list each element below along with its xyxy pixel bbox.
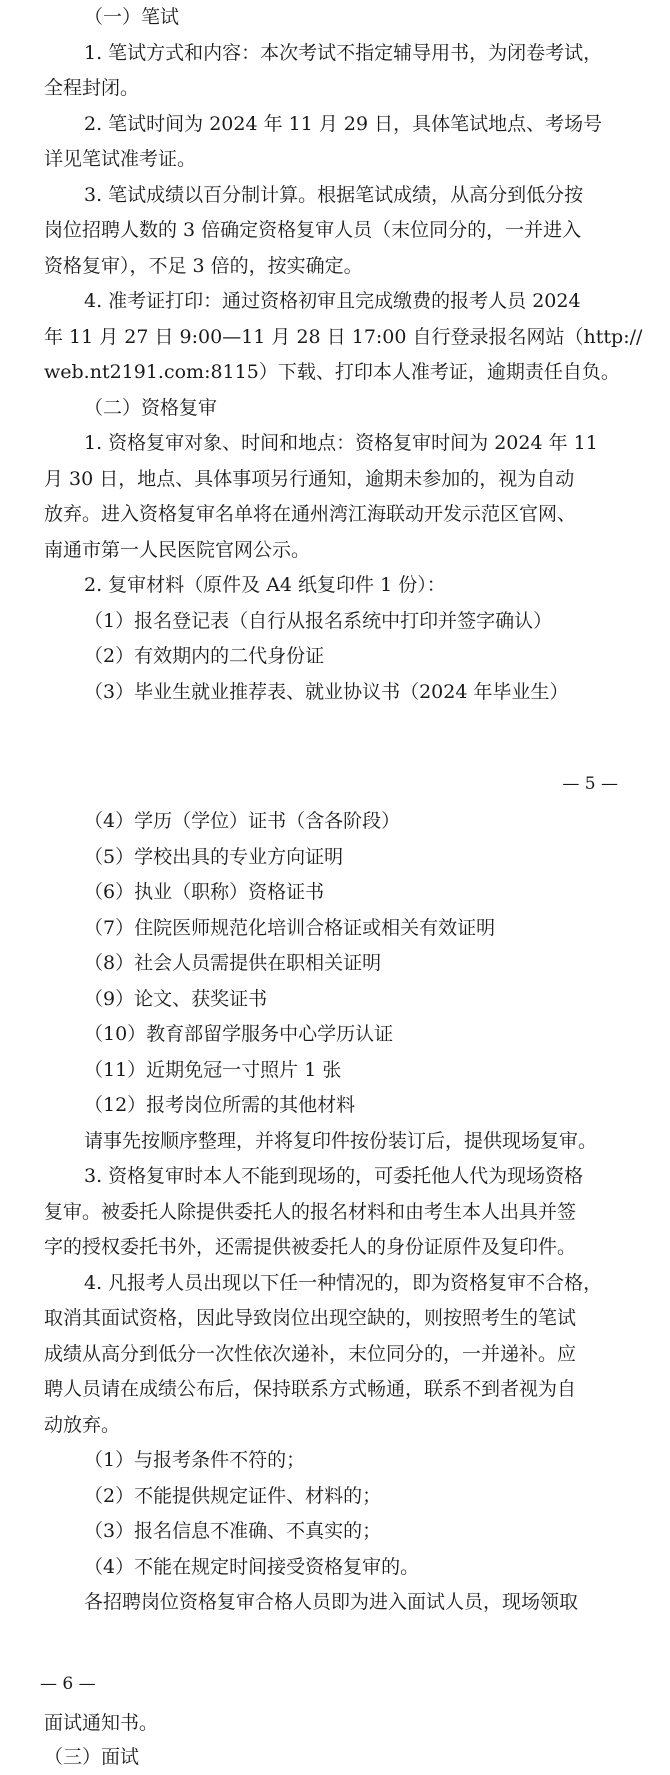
text-line: 3. 笔试成绩以百分制计算。根据笔试成绩，从高分到低分按 [84,183,584,206]
text-line: 放弃。进入资格复审名单将在通州湾江海联动开发示范区官网、 [44,503,577,525]
text-line: 字的授权委托书外，还需提供被委托人的身份证原件及复印件。 [44,1236,577,1258]
text-line: （二）资格复审 [84,396,218,419]
page-6-body [0,804,670,1621]
text-line: 各招聘岗位资格复审合格人员即为进入面试人员，现场领取 [84,1591,579,1613]
text-line: 1. 资格复审对象、时间和地点：资格复审时间为 2024 年 11 [84,432,598,454]
next-section-heading: （三）面试 [44,1746,140,1768]
text-line: 详见笔试准考证。 [44,148,197,170]
page-5-body [0,0,670,710]
text-line: （11）近期免冠一寸照片 1 张 [84,1058,342,1081]
text-line: 资格复审），不足 3 倍的，按实确定。 [44,254,363,277]
text-line: 3. 资格复审时本人不能到现场的，可委托他人代为现场资格 [84,1165,584,1187]
text-line: （12）报考岗位所需的其他材料 [84,1094,356,1116]
text-line: 年 11 月 27 日 9:00—11 月 28 日 17:00 自行登录报名网站（http:// [44,325,643,348]
text-line: 4. 凡报考人员出现以下任一种情况的，即为资格复审不合格， [84,1271,603,1294]
text-line: web.nt2191.com:8115）下载、打印本人准考证，逾期责任自负。 [44,361,620,383]
page-number-5: — 5 — [562,774,618,794]
page-number-6: — 6 — [40,1674,96,1694]
text-line: （3）毕业生就业推荐表、就业协议书（2024 年毕业生） [84,680,569,703]
continued-text-line: 面试通知书。 [44,1712,159,1734]
text-line: 聘人员请在成绩公布后，保持联系方式畅通，联系不到者视为自 [44,1378,577,1400]
text-line: 取消其面试资格，因此导致岗位出现空缺的，则按照考生的笔试 [44,1307,577,1329]
text-line: （6）执业（职称）资格证书 [84,881,325,903]
text-line: 月 30 日，地点、具体事项另行通知，逾期未参加的，视为自动 [44,467,575,490]
text-line: （4）不能在规定时间接受资格复审的。 [84,1555,420,1578]
text-line: （9）论文、获奖证书 [84,987,268,1010]
text-line: 岗位招聘人数的 3 倍确定资格复审人员（末位同分的，一并进入 [44,219,582,241]
text-line: （2）有效期内的二代身份证 [84,645,325,667]
text-line: 4. 准考证打印：通过资格初审且完成缴费的报考人员 2024 [84,290,581,312]
text-line: （1）报名登记表（自行从报名系统中打印并签字确认） [84,609,553,632]
text-line: 全程封闭。 [44,77,140,99]
text-line: 复审。被委托人除提供委托人的报名材料和由考生本人出具并签 [44,1200,577,1223]
text-line: 2. 复审材料（原件及 A4 纸复印件 1 份）： [84,574,446,596]
text-line: （4）学历（学位）证书（含各阶段） [84,810,401,832]
text-line: （3）报名信息不准确、不真实的； [84,1520,382,1542]
text-line: 南通市第一人民医院官网公示。 [44,538,311,561]
text-line: 请事先按顺序整理，并将复印件按份装订后，提供现场复审。 [84,1129,598,1152]
text-line: （8）社会人员需提供在职相关证明 [84,952,382,974]
text-line: （7）住院医师规范化培训合格证或相关有效证明 [84,916,496,939]
text-line: （10）教育部留学服务中心学历认证 [84,1023,394,1045]
text-line: （2）不能提供规定证件、材料的； [84,1484,382,1507]
text-line: （一）笔试 [84,6,180,28]
text-line: 2. 笔试时间为 2024 年 11 月 29 日，具体笔试地点、考场号 [84,112,603,135]
text-line: （1）与报考条件不符的； [84,1449,306,1471]
text-line: 1. 笔试方式和内容：本次考试不指定辅导用书，为闭卷考试， [84,41,603,64]
text-line: 成绩从高分到低分一次性依次递补，末位同分的，一并递补。应 [44,1342,577,1365]
text-line: 动放弃。 [44,1413,121,1436]
text-line: （5）学校出具的专业方向证明 [84,845,344,868]
